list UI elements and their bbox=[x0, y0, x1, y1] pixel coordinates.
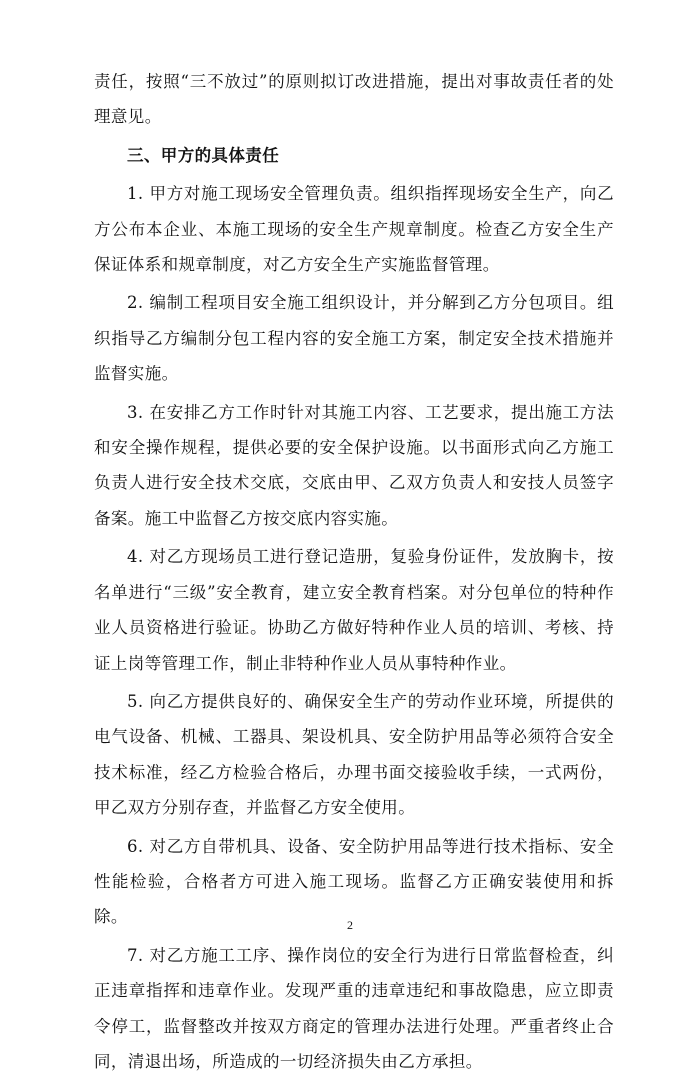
paragraph-item-3: 3. 在安排乙方工作时针对其施工内容、工艺要求，提出施工方法和安全操作规程，提供必要的安全保护设施。以书面形式向乙方施工负责人进行安全技术交底，交底由甲、乙双方负责人和安技人员签字备案。施工中监督乙方按交底内容实施。 bbox=[94, 402, 614, 528]
paragraph-item-1: 1. 甲方对施工现场安全管理负责。组织指挥现场安全生产，向乙方公布本企业、本施工现场的安全生产规章制度。检查乙方安全生产保证体系和规章制度，对乙方安全生产实施监督管理。 bbox=[94, 184, 614, 275]
paragraph-item-6: 6. 对乙方自带机具、设备、安全防护用品等进行技术指标、安全性能检验，合格者方可进入施工现场。监督乙方正确安装使用和拆除。 bbox=[94, 836, 614, 927]
section-heading: 三、甲方的具体责任 bbox=[127, 145, 280, 165]
paragraph-item-5: 5. 向乙方提供良好的、确保安全生产的劳动作业环境，所提供的电气设备、机械、工器具、架设机具、安全防护用品等必须符合安全技术标准，经乙方检验合格后，办理书面交接验收手续，一式两份，甲乙双方分别存查，并监督乙方安全使用。 bbox=[94, 691, 614, 818]
paragraph-item-7: 7. 对乙方施工工序、操作岗位的安全行为进行日常监督检查，纠正违章指挥和违章作业。发现严重的违章违纪和事故隐患，应立即责令停工，监督整改并按双方商定的管理办法进行处理。严重者终止合同，清退出场，所造成的一切经济损失由乙方承担。 bbox=[94, 945, 614, 1071]
page-number: 2 bbox=[347, 918, 353, 932]
paragraph-continuation: 责任，按照“三不放过”的原则拟订改进措施，提出对事故责任者的处理意见。 bbox=[94, 72, 614, 127]
paragraph-item-2: 2. 编制工程项目安全施工组织设计，并分解到乙方分包项目。组织指导乙方编制分包工程内容的安全施工方案，制定安全技术措施并监督实施。 bbox=[94, 293, 614, 384]
paragraph-item-4: 4. 对乙方现场员工进行登记造册，复验身份证件，发放胸卡，按名单进行“三级”安全教育，建立安全教育档案。对分包单位的特种作业人员资格进行验证。协助乙方做好特种作业人员的培训、考核、持证上岗等管理工作，制止非特种作业人员从事特种作业。 bbox=[94, 547, 614, 673]
